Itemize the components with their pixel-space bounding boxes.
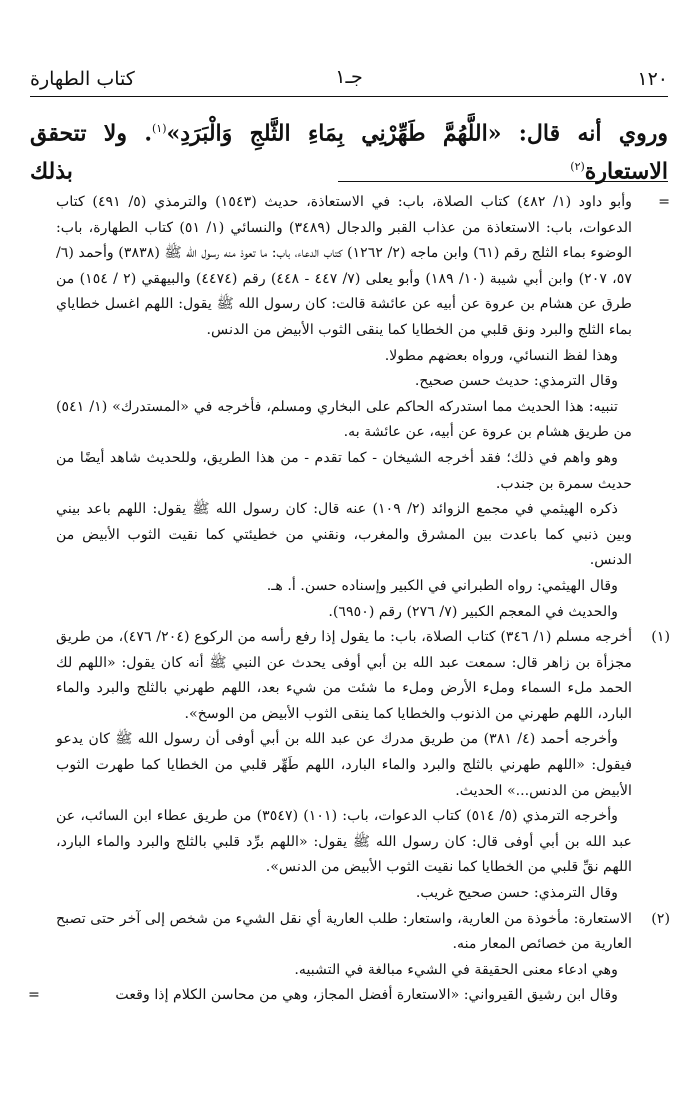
footnote-paragraph: وأبو داود (١/ ٤٨٢) كتاب الصلاة، باب: في الاستعاذة، حديث (١٥٤٣) والترمذي (٥/ ٤٩١) كتاب الدعوات، باب: الاستعاذة من عذاب القبر والدجال (٣٤٨٩) والنسائي (١/ ٥١) كتاب الطهارة، باب: الوضوء بماء الثلج رقم (٦١) وابن ماجه (٢/ ١٢٦٢) كتاب الدعاء، باب: ما تعوذ منه رسول الله ﷺ (٣٨٣٨) وأحمد (٦/ ٥٧، ٢٠٧) وابن أبي شيبة (١٠/ ١٨٩) وأبو يعلى (٧/ ٤٤٧ - ٤٤٨) رقم (٤٤٧٤) والبيهقي (٢ / ١٥٤) من طرق عن هشام بن عروة عن أبيه عن عائشة قالت: كان رسول الله ﷺ يقول: اللهم اغسل خطاياي بماء الثلج والبرد ونق قلبي من الخطايا كما ينقى الثوب الأبيض من الدنس.	[56, 194, 633, 338]
continuation-marker: =	[658, 194, 670, 210]
continues-next-page-marker: =	[28, 987, 40, 1004]
footnote-paragraph: وأخرجه الترمذي (٥/ ٥١٤) كتاب الدعوات، باب: (١٠١) (٣٥٤٧) من طريق عطاء ابن السائب، عن عبد الله بن أبي أوفى قال: كان رسول الله ﷺ يقول: «اللهم برِّد قلبي بالثلج والبرد والماء البارد، اللهم نقِّ قلبي من الخطايا كما نقيت الثوب الأبيض من الدنس».	[56, 808, 632, 876]
footnotes	[28, 190, 670, 1009]
footnote-2-marker: (٢)	[651, 910, 670, 927]
book-title: كتاب الطهارة	[30, 68, 135, 90]
volume-label: جـ١	[335, 66, 363, 88]
footnote-paragraph: وقال الهيثمي: رواه الطبراني في الكبير وإسناده حسن. أ. هـ.	[266, 577, 618, 594]
footnote-paragraph: وأخرجه أحمد (٤/ ٣٨١) من طريق مدرك عن عبد الله بن أبي أوفى أن رسول الله ﷺ كان يدعو فيقول: «اللهم طهرني بالثلج والبرد والماء البارد، اللهم طَهِّر قلبي من الخطايا كما طهرت الثوب الأبيض من الدنس...» الحديث.	[56, 731, 632, 799]
footnote-paragraph: الاستعارة: مأخوذة من العارية، واستعار: طلب العارية أي نقل الشيء من شخص إلى آخر حتى تصبح العارية من خصائص المعار منه.	[56, 910, 632, 953]
footnote-ref-2[interactable]: (٢)	[570, 160, 585, 174]
footnote-separator	[338, 181, 668, 182]
main-text-end: بذلك	[30, 158, 571, 185]
header-rule	[30, 96, 668, 97]
footnote-continuation	[28, 190, 670, 625]
page-number: ١٢٠	[637, 68, 668, 90]
footnote-paragraph: وقال ابن رشيق القيرواني: «الاستعارة أفضل المجاز، وهي من محاسن الكلام إذا وقعت	[115, 987, 618, 1004]
footnote-paragraph: ذكره الهيثمي في مجمع الزوائد (٢/ ١٠٩) عنه قال: كان رسول الله ﷺ يقول: اللهم باعد بيني وبين ذنبي كما باعدت بين المشرق والمغرب، ونقني من خطيئتي كما نقيت الثوب الأبيض من الدنس.	[56, 501, 632, 569]
page-header	[30, 60, 668, 90]
footnote-paragraph: أخرجه مسلم (١/ ٣٤٦) كتاب الصلاة، باب: ما يقول إذا رفع رأسه من الركوع (٢٠٤/ ٤٧٦)، من طريق مجزأة بن زاهر قال: سمعت عبد الله بن أبي أوفى يحدث عن النبي ﷺ أنه كان يقول: «اللهم لك الحمد ملء السماء وملء الأرض وملء ما شئت من شيء بعد، اللهم طهرني بالثلج والبرد والماء البارد، اللهم طهرني من الذنوب والخطايا كما ينقى الثوب الأبيض من الوسخ».	[56, 629, 633, 722]
main-text-continued: . ولا تتحقق الاستعارة	[30, 120, 668, 185]
footnote-1	[28, 625, 670, 907]
footnote-ref-1[interactable]: (١)	[152, 122, 167, 135]
footnote-2	[28, 907, 670, 1009]
footnote-paragraph: والحديث في المعجم الكبير (٧/ ٢٧٦) رقم (٦٩٥٠).	[328, 603, 618, 620]
footnote-1-marker: (١)	[651, 629, 670, 646]
footnote-paragraph: وهو واهم في ذلك؛ فقد أخرجه الشيخان - كما تقدم - من هذا الطريق، وللحديث شاهد أيضًا من حديث سمرة بن جندب.	[56, 449, 632, 492]
main-text-line: وروي أنه قال: «اللَّهُمَّ طَهِّرْنِي بِمَاءِ الثَّلجِ وَالْبَرَدِ»	[166, 120, 668, 147]
main-text	[30, 112, 668, 189]
footnote-paragraph: وقال الترمذي: حسن صحيح غريب.	[415, 885, 618, 902]
footnote-paragraph: تنبيه: هذا الحديث مما استدركه الحاكم على البخاري ومسلم، فأخرجه في «المستدرك» (١/ ٥٤١) من طريق هشام بن عروة عن أبيه، عن عائشة به.	[56, 398, 632, 441]
footnote-paragraph: وهي ادعاء معنى الحقيقة في الشيء مبالغة في التشبيه.	[294, 961, 618, 978]
footnote-paragraph: وقال الترمذي: حديث حسن صحيح.	[414, 373, 618, 390]
footnote-paragraph: وهذا لفظ النسائي، ورواه بعضهم مطولا.	[384, 347, 618, 364]
